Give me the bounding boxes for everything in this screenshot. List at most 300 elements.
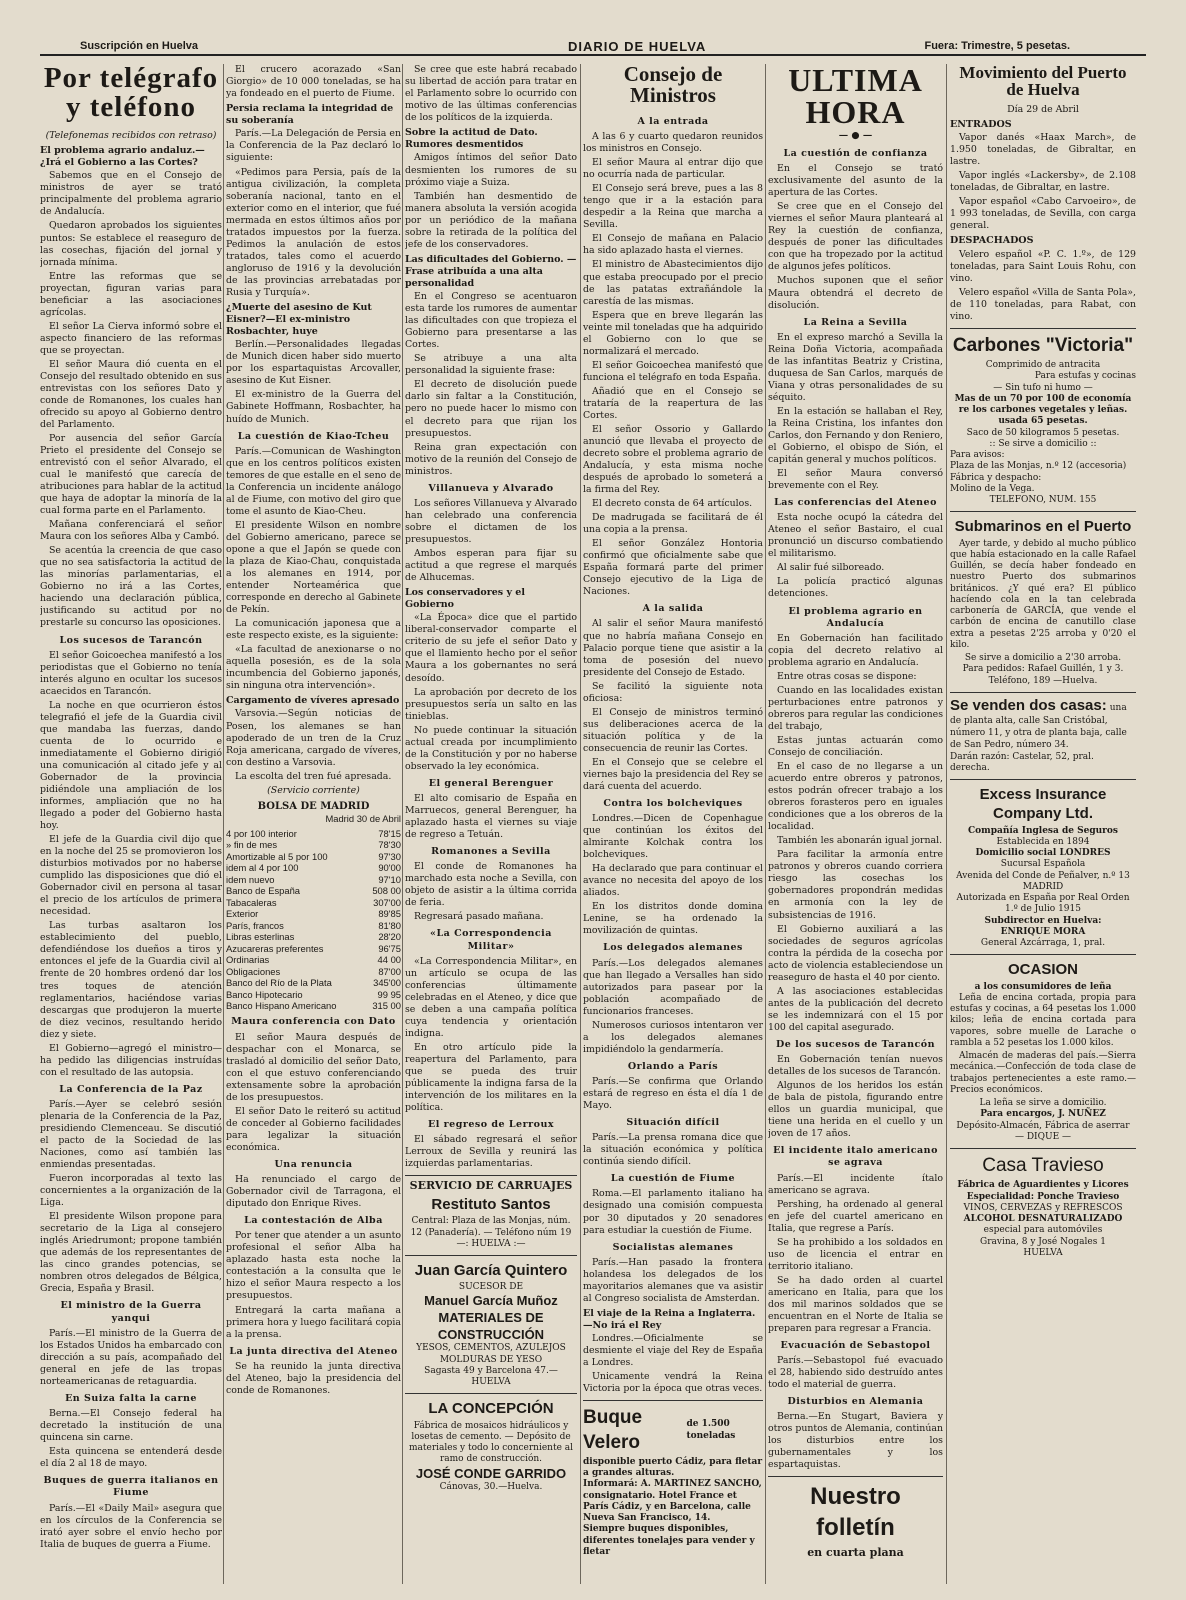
stock-name: Libras esterlinas (226, 931, 295, 943)
paragraph: En el Consejo se trató exclusivamente del asunto de la apertura de las Cortes. (768, 163, 943, 199)
stock-value: 97'30 (378, 850, 401, 862)
paragraph: París.—La Delegación de Persia en la Conferencia de la Paz declaró lo siguiente: (226, 128, 401, 164)
ad-line: JOSÉ CONDE GARRIDO (415, 1465, 567, 1481)
ad-line: Central: Plaza de las Monjas, núm. 12 (Panadería). — Teléfono núm 19 (410, 1216, 572, 1238)
subhead: La cuestión de Fiume (610, 1173, 736, 1185)
paragraph: Velero español «P. C. 1.º», de 129 toneladas, para Saint Louis Rohu, con vino. (950, 248, 1136, 284)
stock-value: 78'30 (378, 839, 401, 851)
paragraph: «Pedimos para Persia, país de la antigua civilización, la completa soberanía nacional, tanto en el exterior como en el interior, que fué mermada en estos últimos años por tratados impuestos por la fuerza. Pedimos la anulación de estos tratados, tales como el acuerdo angloruso de 1916 y la devolución de las provincias arrebatadas por Rusia y Turquía». (226, 166, 401, 298)
ad-line: YESOS, CEMENTOS, AZULEJOS (416, 1343, 566, 1354)
ad-line: Avenida del Conde de Peñalver, n.º 13 (956, 870, 1130, 881)
subhead: Persia reclama la integridad de su soberanía (226, 103, 394, 127)
ad-line: Ayer tarde, y debido al mucho público que había estacionado en la calle Rafael Guillén, se decía haber fondeado en nuestro Puerto dos submarinos británicos. ¿Y qué era? El público hacíendo cola en la tan celebrada carbonería de GARCÍA, que vende el carbón de encina de canutillo clase extra a pesetas 2'25 arroba y 0'20 el kilo. (950, 538, 1136, 650)
ad-line: especial para automóviles (983, 1225, 1103, 1236)
stock-name: Tabacaleras (226, 896, 277, 908)
subhead: La Reina a Sevilla (803, 316, 908, 328)
stock-value: 307'00 (373, 896, 401, 908)
stock-row (226, 920, 401, 931)
paragraph: Cuando en las localidades existan perturbaciones entre patronos y obreros para regular las condiciones del trabajo, (768, 684, 943, 733)
subhead: Buques de guerra italianos en Fiume (43, 1475, 219, 1499)
paragraph: En el caso de no llegarse a un acuerdo entre obreros y patronos, estos podrán ofrecer trabajo a los obreros forasteros pero en iguales condiciones que a los obreros de la localidad. (768, 761, 943, 833)
ad-line: — Sin tufo ni humo — (993, 382, 1093, 393)
subhead: El ministro de la Guerra yanqui (60, 1300, 202, 1324)
stock-table-title: BOLSA DE MADRID (257, 800, 370, 812)
ad-line: Se sirve a domicilio a 2'30 arroba. (964, 653, 1122, 664)
paragraph: El Consejo de mañana en Palacio ha sido aplazado hasta el viernes. (583, 233, 763, 257)
paragraph: París.—Comunican de Washington que en los centros políticos existen temores de que estalle en el seno de la Conferencia un incidente análogo al de Fiume, con motivo del giro que tome el asunto de Kiao-Cheu. (226, 445, 401, 517)
ad-line: Manuel García Muñoz (424, 1293, 558, 1309)
stock-name: Azucareras preferentes (226, 942, 324, 954)
ad-line: — DIQUE — (1014, 1131, 1072, 1142)
ad-line: Fábrica de mosaicos hidráulicos y losetas de cemento. — Depósito de materiales y todo lo concerniente al ramo de construcción. (408, 1420, 574, 1465)
ad-line: Siempre buques disponibles, diferentes tonelajes para vender y fletar (583, 1524, 755, 1557)
headline-consejo: Consejo de Ministros (623, 64, 723, 107)
paragraph: El sábado regresará el señor Lerroux de Sevilla y reunirá las izquierdas parlamentarias. (405, 1134, 577, 1170)
paragraph: El señor González Hontoria confirmó que oficialmente sabe que España formará parte del primer Consejo ejecutivo de la Liga de Naciones. (583, 538, 763, 598)
stock-row (226, 862, 401, 873)
paragraph: En los distritos donde domina Lenine, se ha ordenado la movilización de quintas. (583, 901, 763, 937)
subhead: La Conferencia de la Paz (59, 1083, 203, 1095)
subhead: Villanueva y Alvarado (428, 482, 554, 494)
paragraph: El señor Dato le reiteró su actitud de conceder al Gobierno facilidades para legalizar la situación económica. (226, 1105, 401, 1153)
paragraph: El señor Goicoechea manifestó que funciona el telégrafo en toda España. (583, 359, 763, 383)
paragraph: En el expreso marchó a Sevilla la Reina Doña Victoria, acompañada de las infantitas Beatriz y Cristina, duquesa de San Carlos, marqués de Viana y otras personalidades de su séquito. (768, 331, 943, 403)
subhead: ¿Muerte del asesino de Kut Eisner?—El ex-ministro Rosbachter, huye (226, 301, 372, 338)
ad-la-concepcion (405, 1393, 577, 1493)
paragraph: Entre otras cosas se dispone: (777, 670, 917, 682)
paragraph: Berna.—En Stugart, Baviera y otros puntos de Alemania, continúan los disturbios entre los gubernamentales y los espartaquistas. (768, 1411, 943, 1471)
subhead: «La Correspondencia Militar» (430, 928, 552, 952)
paragraph: La policía practicó algunas detenciones. (768, 576, 943, 600)
ad-line: Compañía Inglesa de Seguros (968, 825, 1118, 836)
column-rule (946, 64, 947, 1584)
stock-value: 87'00 (378, 965, 401, 977)
subhead: Socialistas alemanes (612, 1241, 734, 1253)
paragraph: Los señores Villanueva y Alvarado han celebrado una conferencia sobre el dictamen de los presupuestos. (405, 497, 577, 545)
ad-line: Para encargos, J. NUÑEZ (980, 1109, 1106, 1120)
paragraph: Fueron incorporadas al texto las concernientes a la organización de la Liga. (40, 1173, 222, 1209)
paragraph: El presidente Wilson en nombre del Gobierno americano, parece se opone a que el Japón se quede con la plaza de Kiao-Chau, conquistada a los alemanes en 1914, por entender Norteamérica que corresponde en derecho al Gabinete de Pekín. (226, 519, 401, 616)
headline-ultima-hora: ULTIMA HORA (788, 64, 923, 130)
stock-name: Banco Hipotecario (226, 988, 303, 1000)
paragraph: Por ausencia del señor García Prieto el presidente del Consejo se entrevistó con el señor Alvarado, el cual le manifestó que carecía de atribuciones para hablar de la actitud que haya de adoptar la minoría de la cual forma parte en el Parlamento. (40, 433, 222, 517)
stock-name: Exterior (226, 908, 259, 920)
paragraph: Reina gran expectación con motivo de la reunión del Consejo de ministros. (405, 441, 577, 477)
subhead: De los sucesos de Tarancón (775, 1038, 936, 1050)
subhead: El regreso de Lerroux (427, 1119, 555, 1131)
paragraph: La aprobación por decreto de los presupuestos sería un salto en las tinieblas. (405, 686, 577, 722)
ad-line: Darán razón: Castelar, 52, pral. derecha. (950, 751, 1094, 773)
stock-value: 90'00 (378, 862, 401, 874)
paragraph: El señor Maura después de despachar con el Monarca, se trasladó al domicilio del señor Dato, con el que estuvo conferenciando extensamente sobre la aprobación de los presupuestos. (226, 1031, 401, 1103)
paragraph: También les abonarán igual jornal. (777, 835, 943, 847)
ad-casa-travieso (950, 1148, 1136, 1259)
paragraph: París.—Ayer se celebró sesión plenaria de la Conferencia de la Paz, presidiendo Clemenceau. Se discutió el pacto de la Sociedad de las Naciones, como así también las enmiendas presentadas. (40, 1098, 222, 1171)
stock-value: 78'15 (378, 827, 401, 839)
newspaper-title: DIARIO DE HUELVA (568, 39, 707, 54)
stock-row (226, 828, 401, 839)
stock-value: 315 00 (372, 999, 401, 1011)
paragraph: París.—El incidente ítalo americano se agrava. (768, 1172, 943, 1196)
stock-value: 97'10 (378, 873, 401, 885)
stock-row (226, 908, 401, 919)
stock-row (226, 989, 401, 1000)
subhead: El viaje de la Reina a Inglaterra.—No irá el Rey (583, 1307, 756, 1331)
ad-line: ALCOHOL DESNATURALIZADO (963, 1214, 1123, 1225)
paragraph: Al salir el señor Maura manifestó que no habría mañana Consejo en Palacio porque tiene que asistir a la toma de posesión del nuevo presidente del Consejo de Estado. (583, 618, 763, 678)
subscription-local: Suscripción en Huelva (80, 40, 198, 52)
paragraph: Se ha prohibido a los soldados en uso de licencia el entrar en territorio italiano. (768, 1236, 943, 1272)
subhead: En Suiza falta la carne (65, 1392, 197, 1404)
paragraph: Ha declarado que para continuar el avance no necesita del apoyo de los aliados. (583, 863, 763, 899)
paragraph: Entregará la carta mañana a primera hora y luego facilitará copia a la prensa. (226, 1304, 401, 1340)
ad-name: LA CONCEPCIÓN (428, 1400, 554, 1418)
paragraph: Se cree que en el Consejo del viernes el señor Maura planteará al Rey la cuestión de confianza, después de poner las dificultades con que ha tropezado por la actitud de algunos jefes políticos. (768, 201, 943, 273)
paragraph: El Gobierno—agregó el ministro—ha pedido las diligencias instruídas con el resultado de las autopsia. (40, 1042, 222, 1078)
subhead: Disturbios en Alemania (787, 1396, 924, 1408)
stock-row (226, 931, 401, 942)
paragraph: Berna.—El Consejo federal ha decretado la institución de una quincena sin carne. (40, 1408, 222, 1444)
paragraph: Londres.—Oficialmente se desmiente el viaje del Rey de España a Londres. (583, 1333, 763, 1369)
ad-excess-insurance (950, 779, 1136, 949)
ad-line: Plaza de las Monjas, n.º 12 (accesoria) (950, 461, 1127, 472)
ad-folletin (768, 1476, 943, 1559)
ad-name: Nuestro folletín (810, 1483, 901, 1542)
ad-line: MOLDURAS DE YESO (439, 1354, 543, 1365)
stock-row (226, 1000, 401, 1011)
ad-name: Submarinos en el Puerto (954, 518, 1132, 536)
subhead: A la salida (642, 603, 704, 615)
ad-line: Establecida en 1894 (996, 836, 1090, 847)
paragraph: Se acentúa la creencia de que caso que no sea satisfactoria la actitud de las minorías parlamentarias, el Gobierno no irá a las Cortes, haciendo una declaración pública, justificando su actitud por no prestarle su concurso las oposiciones. (40, 545, 222, 629)
stock-row (226, 977, 401, 988)
ad-line: en cuarta plana (807, 1545, 904, 1559)
subhead: La cuestión de confianza (783, 148, 928, 160)
ad-line: disponible puerto Cádiz, para fletar a grandes alturas. (583, 1456, 763, 1479)
subhead: Cargamento de víveres apresado (226, 695, 400, 707)
ad-name: OCASION (1007, 961, 1078, 979)
subhead: El problema agrario en Andalucía (788, 605, 923, 629)
paragraph: El ministro de Abastecimientos dijo que estaba preocupado por el precio de las patatas extrañándole la carestía de las mismas. (583, 259, 763, 307)
ad-line: SUCESOR DE (458, 1282, 524, 1293)
stock-value: 44 00 (377, 954, 401, 966)
ad-line: General Azcárraga, 1, pral. (980, 938, 1106, 949)
ad-line: La leña se sirve a domicilio. (979, 1098, 1107, 1109)
ad-line: MATERIALES DE CONSTRUCCIÓN (437, 1310, 545, 1342)
subhead: Las dificultades del Gobierno. —Frase atribuída a una alta personalidad (405, 253, 577, 290)
note: (Telefonemas recibidos con retraso) (45, 130, 217, 141)
paragraph: El Consejo será breve, pues a las 8 tengo que ir a la estación para despedir a la Reina que marcha a Sevilla. (583, 183, 763, 231)
paragraph: También han desmentido de manera absoluta la versión acogida por un periódico de la mañana sobre la retirada de la política del jefe de los conservadores. (405, 190, 577, 250)
paragraph: La noche en que ocurrieron éstos telegrafió el jefe de la Guardia civil que mandaba las fuerzas, dando cuenta de lo ocurrido e inmediatamente el Gobierno dirigió una comunicación al citado jefe y al Gobernador de la provincia pidiéndole una ampliación de los informes, ampliación que no ha llegado a poder del Gobierno hasta hoy. (40, 699, 222, 832)
ad-carruajes (405, 1175, 577, 1250)
stock-name: idem nuevo (226, 873, 275, 885)
paragraph: París.—El ministro de la Guerra de los Estados Unidos ha embarcado con dirección a su país, acompañado del general en jefe de las tropas norteamericanas de retaguardia. (40, 1327, 222, 1387)
ad-line: ENRIQUE MORA (1000, 926, 1086, 937)
ad-line: Para avisos: (950, 450, 1005, 461)
subhead: Los sucesos de Tarancón (59, 634, 203, 646)
stock-value: 345'00 (373, 977, 401, 989)
paragraph: Esta noche ocupó la cátedra del Ateneo el señor Bastairo, el cual pronunció un discurso combatiendo el militarismo. (768, 512, 943, 560)
ad-line: MADRID (1022, 881, 1064, 892)
ad-line: Gravina, 8 y José Nogales 1 (980, 1236, 1106, 1247)
headline-telegrafo: Por telégrafo y teléfono (43, 64, 219, 123)
paragraph: Unicamente vendrá la Reina Victoria por la época que otras veces. (583, 1371, 763, 1395)
subscription-outside: Fuera: Trimestre, 5 pesetas. (924, 40, 1070, 52)
subhead: Una renuncia (274, 1158, 353, 1170)
stock-table (226, 828, 401, 1012)
paragraph: Esta quincena se entenderá desde el día 2 al 18 de mayo. (40, 1446, 222, 1470)
paragraph: «La Época» dice que el partido liberal-conservador comparte el criterio de su jefe el señor Dato y que el llamiento hecho por el señor Maura a los gobernantes no será desoído. (405, 612, 577, 684)
subhead: El incidente italo americano se agrava (773, 1145, 938, 1169)
column-rule (402, 64, 403, 1584)
paragraph: París.—Se confirma que Orlando estará de regreso en ésta el día 1 de Mayo. (583, 1075, 763, 1111)
column-rule (223, 64, 224, 1584)
ad-garcia-quintero (405, 1255, 577, 1388)
paragraph: Añadió que en el Consejo se trataría de la reapertura de las Cortes. (583, 385, 763, 421)
paragraph: Pershing, ha ordenado al general en jefe del cuartel americano en Italia, que regrese a París. (768, 1198, 943, 1234)
stock-value: 89'85 (378, 908, 401, 920)
paragraph: En el Congreso se acentuaron esta tarde los rumores de aumentar las dificultades con que tropieza el Gobierno para presentarse a las Cortes. (405, 291, 577, 351)
paragraph: Entre las reformas que se proyectan, figuran varias para beneficiar a las asociaciones agrícolas. (40, 270, 222, 318)
ad-line: Depósito-Almacén, Fábrica de aserrar (956, 1120, 1130, 1131)
subhead: La cuestión de Kiao-Tcheu (237, 430, 390, 442)
ad-carbones-victoria (950, 328, 1136, 507)
column-2 (226, 64, 401, 1594)
paragraph: El Gobierno auxiliará a las sociedades de seguros agrícolas contra la pérdida de la cosecha por acto de violencia estableciendose un reaseguro de hasta el 40 por ciento. (768, 923, 943, 983)
ad-line: Informará: A. MARTINEZ SANCHO, consignatario. Hotel France et París Cádiz, y en Barcelona, calle Nueva San Francisco, 14. (583, 1479, 762, 1524)
stock-value: 96'75 (378, 942, 401, 954)
paragraph: El Consejo de ministros terminó sus deliberaciones acerca de la situación política y de la consecuencia de reunir las Cortes. (583, 706, 763, 754)
paragraph: El señor Maura dió cuenta en el Consejo del resultado obtenido en sus entrevistas con los señores Dato y conde de Romanones, los cuales han ofrecido su apoyo al Gobierno dentro del Parlamento. (40, 358, 222, 430)
column-1 (40, 64, 222, 1594)
paragraph: No puede continuar la situación actual creada por incumplimiento de la Constitución y por no haberse observado la ley económica. (405, 724, 577, 772)
subhead: Sobre la actitud de Dato. Rumores desmentidos (405, 127, 538, 151)
paragraph: «La Correspondencia Militar», en un artículo se ocupa de las conferencias últimamente celebradas en el Ateneo, y dice que se deben a una campaña política cuya tendencia y orientación indigna. (405, 955, 577, 1039)
paragraph: Londres.—Dicen de Copenhague que continúan los éxitos del almirante Kolchak contra los bolcheviques. (583, 813, 763, 861)
subhead: Las conferencias del Ateneo (774, 497, 937, 509)
service-note: (Servicio corriente) (267, 784, 360, 796)
column-rule (580, 64, 581, 1584)
ad-line: Almacén de maderas del país.—Sierra mecánica.—Confección de toda clase de trabajos pertenecientes a este ramo.—Precios económicos. (950, 1051, 1136, 1095)
stock-name: París, francos (226, 919, 284, 931)
ad-name: Buque Velero (583, 1407, 643, 1453)
column-3 (405, 64, 577, 1594)
paragraph: A las asociaciones establecidas antes de la publicación del decreto se les indemnizará con el 15 por 100 del capital asegurado. (768, 985, 943, 1033)
masthead (40, 38, 1146, 56)
ad-line: SERVICIO DE CARRUAJES (409, 1179, 573, 1193)
paragraph: El alto comisario de España en Marruecos, general Berenguer, ha aplazado hasta el viernes su viaje de regreso a Tetuán. (405, 792, 577, 840)
paragraph: El presidente Wilson propone para secretario de la Liga al consejero inglés Ariedrumont; propone también que además de los representantes de las cinco grandes potencias, se nombren otros delegados de Bélgica, Grecia, España y Brasil. (40, 1211, 222, 1295)
ad-line: Sucursal Española (1000, 859, 1086, 870)
ad-line: una de planta alta, calle San Cristóbal, número 11, y otra de planta baja, calle de San Pedro, número 34. (950, 702, 1127, 751)
paragraph: Para facilitar la armonía entre patronos y obreros cuando corriera riesgo las cosechas los gobernadores propondrán medidas en armonía con la ley de subsistencias de 1916. (768, 849, 943, 921)
ad-line: Molino de la Vega. (950, 483, 1035, 494)
ad-line: Fábrica y despacho: (950, 472, 1042, 483)
paragraph: Varsovia.—Según noticias de Posen, los alemanes se han apoderado de un tren de la Cruz Roja americana, cargado de víveres, con destino a Varsovia. (226, 708, 401, 768)
paragraph: Se facilitó la siguiente nota oficiosa: (583, 680, 763, 704)
stock-value: 99 95 (377, 988, 401, 1000)
subhead: El problema agrario andaluz.— ¿Irá el Gobierno a las Cortes? (40, 145, 205, 169)
subhead: Orlando a París (627, 1060, 719, 1072)
subhead: Maura conferencia con Dato (231, 1016, 396, 1028)
subhead: A la entrada (637, 116, 709, 127)
stock-name: Amortizable al 5 por 100 (226, 850, 328, 862)
paragraph: París.—Han pasado la frontera holandesa los delegados de los mayoritarios alemanes que va asistir al Congreso socialista de Amsterdan. (583, 1256, 763, 1304)
paragraph: Se cree que este habrá recabado su libertad de acción para tratar en el Parlamento sobre lo ocurrido con motivo de las últimas conferencias de los políticos de la izquierda. (405, 64, 577, 124)
paragraph: Se atribuye a una alta personalidad la siguiente frase: (405, 353, 577, 377)
paragraph: «La facultad de anexionarse o no aquella posesión, es de la sola incumbencia del Gobierno japonés, sin ninguna otra intervención». (226, 644, 401, 692)
stock-name: Banco de España (226, 885, 301, 897)
ad-line: Subdirector en Huelva: (984, 915, 1102, 926)
paragraph: Ambos esperan para fijar su actitud a que regrese el marqués de Alhucemas. (405, 547, 577, 583)
paragraph: En otro artículo pide la reapertura del Parlamento, para que se pueda des truir públicamente la indigna farsa de la intervención de los militares en la política. (405, 1041, 577, 1114)
paragraph: Vapor español «Cabo Carvoeiro», de 1 993 toneladas, de Sevilla, con carga general. (950, 196, 1136, 232)
subhead: La contestación de Alba (244, 1215, 383, 1227)
ad-line: Fábrica de Aguardientes y Licores (957, 1180, 1129, 1191)
ad-name: Excess Insurance Company Ltd. (979, 786, 1107, 823)
stock-name: Banco Hispano Americano (226, 999, 337, 1011)
stock-row (226, 839, 401, 850)
paragraph: Ha renunciado el cargo de Gobernador civil de Tarragona, el diputado don Enrique Rives. (226, 1174, 401, 1210)
column-rule (765, 64, 766, 1584)
paragraph: El señor La Cierva informó sobre el aspecto financiero de las reformas que se proyectan. (40, 320, 222, 356)
paragraph: Quedaron aprobados los siguientes puntos: Se establece el reaseguro de las cosechas, fijación del jornal y jornada mínima. (40, 220, 222, 268)
paragraph: París.—Los delegados alemanes que han llegado a Versalles han sido autorizados para pasear por la población acompañado de funcionarios franceses. (583, 957, 763, 1017)
stock-name: Obligaciones (226, 965, 281, 977)
ad-line: Para estufas y cocinas (1034, 371, 1136, 382)
paragraph: El señor Maura al entrar dijo que no ocurría nada de particular. (583, 157, 763, 181)
ad-line: de 1.500 toneladas (686, 1419, 736, 1441)
paragraph: En el Consejo que se celebre el viernes bajo la presidencia del Rey se dará cuenta del acuerdo. (583, 756, 763, 792)
stock-row (226, 885, 401, 896)
stock-row (226, 851, 401, 862)
paragraph: París.—Sebastopol fué evacuado el 28, habiendo sido destruído antes todo el material de guerra. (768, 1355, 943, 1391)
paragraph: El jefe de la Guardia civil dijo que en la noche del 25 se promovieron los disturbios motivados por no haberse cumplido las disposiciones que dió el Gobernador civil en persona al tasar el precio de los artículos de primera necesidad. (40, 834, 222, 918)
paragraph: El señor Ossorio y Gallardo anunció que llevaba el proyecto de decreto sobre el problema agrario de Andalucía, y esta misma noche después de aprobado lo someterá a la firma del Rey. (583, 423, 763, 496)
paragraph: Se ha dado orden al cuartel americano en Italia, para que los dos mil marinos soldados que se encuentran en el Norte de Italia se preparen para regresar a Francia. (768, 1274, 943, 1334)
ad-line: VINOS, CERVEZAS y REFRESCOS (963, 1202, 1123, 1213)
subhead: Los conservadores y el Gobierno (405, 587, 525, 611)
ad-line: HUELVA (1023, 1247, 1063, 1258)
ad-line: Comprimido de antracita (985, 360, 1101, 371)
subhead: Contra los bolcheviques (603, 797, 743, 809)
separator: — ● — (838, 130, 873, 141)
paragraph: El conde de Romanones ha marchado esta noche a Sevilla, con objeto de asistir a la última corrida de feria. (405, 861, 577, 909)
ad-line: Sagasta 49 y Barcelona 47.—HUELVA (424, 1365, 558, 1388)
stock-name: idem al 4 por 100 (226, 862, 299, 874)
paragraph: Roma.—El parlamento italiano ha designado una comisión compuesta por 30 diputados y 20 senadores para estudiar la cuestión de Fiume. (583, 1188, 763, 1236)
paragraph: Algunos de los heridos los están de bala de pistola, figurando entre ellos un guardia municipal, que tiene una herida en el cuello y un joven de 17 años. (768, 1080, 943, 1140)
ad-name: Se venden dos casas: (950, 696, 1107, 714)
paragraph: El crucero acorazado «San Giorgio» de 10 000 toneladas, se ha ya fondeado en el puerto de Fiume. (226, 64, 401, 100)
ad-line: Saco de 50 kilogramos 5 pesetas. (966, 427, 1120, 438)
ad-name: Carbones "Victoria" (952, 334, 1134, 356)
paragraph: Por tener que atender a un asunto profesional el señor Alba ha aplazado hasta esta noche la contestación a la consulta que le hizo el señor Maura respecto a los presupuestos. (226, 1230, 401, 1302)
paragraph: La escolta del tren fué apresada. (235, 770, 392, 782)
stock-row (226, 966, 401, 977)
ad-name: Juan García Quintero (414, 1262, 568, 1279)
paragraph: En la estación se hallaban el Rey, la Reina Cristina, los infantes don Carlos, don Fernando y don Reniero, el Gobierno, el obispo de Sión, el capitán general y muchos políticos. (768, 405, 943, 466)
paragraph: Regresará pasado mañana. (414, 911, 544, 923)
subhead: Evacuación de Sebastopol (780, 1339, 931, 1351)
stock-name: Banco del Río de la Plata (226, 977, 332, 989)
subhead: La junta directiva del Ateneo (229, 1345, 398, 1357)
ad-ocasion (950, 954, 1136, 1143)
subhead: Situación difícil (626, 1117, 720, 1129)
ad-line: Domicilio social LONDRES (975, 848, 1111, 859)
stock-name: » fin de mes (226, 839, 278, 851)
paragraph: Se ha reunido la junta directiva del Ateneo, bajo la presidencia del conde de Romanones. (226, 1360, 401, 1396)
paragraph: A las 6 y cuarto quedaron reunidos los ministros en Consejo. (583, 131, 763, 155)
stock-date: Madrid 30 de Abril (325, 813, 401, 825)
subhead: El general Berenguer (428, 777, 554, 789)
paragraph: Amigos íntimos del señor Dato desmienten los rumores de su próximo viaje a Suiza. (405, 152, 577, 188)
ad-name: Casa Travieso (982, 1155, 1104, 1177)
ad-line: —: HUELVA :— (456, 1238, 526, 1249)
paragraph: Vapor inglés «Lackersby», de 2.108 toneladas, de Gibraltar, en lastre. (950, 170, 1136, 194)
paragraph: La comunicación japonesa que a este respecto existe, es la siguiente: (226, 618, 401, 642)
stock-value: 28'20 (378, 931, 401, 943)
paragraph: Vapor danés «Haax March», de 1.950 toneladas, de Gibraltar, en lastre. (950, 132, 1136, 168)
subhead: DESPACHADOS (950, 235, 1034, 247)
paragraph: Espera que en breve llegarán las veinte mil toneladas que ha adquirido el Gobierno con lo que se normalizará el mercado. (583, 309, 763, 357)
column-6 (950, 64, 1136, 1594)
paragraph: El ex-ministro de la Guerra del Gabinete Hoffmann, Rosbachter, ha huído de Munich. (226, 389, 401, 425)
stock-name: Ordinarias (226, 954, 270, 966)
subhead: Los delegados alemanes (603, 942, 743, 954)
stock-value: 81'80 (378, 919, 401, 931)
paragraph: Estas juntas actuarán como Consejo de conciliación. (768, 735, 943, 759)
stock-row (226, 943, 401, 954)
column-4 (583, 64, 763, 1594)
ad-line: TELEFONO, NUM. 155 (989, 495, 1097, 506)
paragraph: Velero español «Villa de Santa Pola», de 110 toneladas, para Rabat, con vino. (950, 286, 1136, 322)
stock-row (226, 874, 401, 885)
ad-line: Especialidad: Ponche Travieso (966, 1191, 1120, 1202)
ad-line: Para pedidos: Rafael Guillén, 1 y 3. Teléfono, 189 —Huelva. (962, 664, 1124, 686)
paragraph: En Gobernación han facilitado copia del decreto relativo al problema agrario en Andalucía. (768, 632, 943, 668)
headline-puerto: Movimiento del Puerto de Huelva (959, 64, 1127, 99)
paragraph: Berlín.—Personalidades llegadas de Munich dicen haber sido muerto por los espartaquistas Arcovaller, asesino de Kut Eisner. (226, 339, 401, 387)
ad-buque-velero (583, 1400, 763, 1558)
ad-name: Restituto Santos (431, 1196, 551, 1214)
date: Día 29 de Abril (1007, 104, 1079, 115)
paragraph: París.—La prensa romana dice que la situación económica y política continúa siendo difícil. (583, 1132, 763, 1168)
column-5 (768, 64, 943, 1594)
ad-casas (950, 692, 1136, 774)
paragraph: París.—El «Daily Mail» asegura que en los círculos de la Conferencia se irató ayer sobre el envío hecho por Italia de buques de guerra a Fiume. (40, 1502, 222, 1550)
stock-row (226, 897, 401, 908)
paragraph: Sabemos que en el Consejo de ministros de ayer se trató principalmente del problema agrario de Andalucía. (40, 170, 222, 218)
ad-line: Autorizada en España por Real Orden 1.º de Julio 1915 (956, 893, 1130, 915)
paragraph: Las turbas asaltaron los establecimiento del pueblo, defendiéndose los dueños a tiros y entonces el jefe de la Guardia civil al frente de 20 hombres ordenó dar los tres toques de atención reglamentarios, haciéndose varias descargas que produjeron la muerte de diez vecinos, resultando herido diez y siete. (40, 920, 222, 1040)
paragraph: El señor Maura conversó brevemente con el Rey. (768, 468, 943, 492)
subhead: Romanones a Sevilla (431, 846, 551, 858)
paragraph: De madrugada se facilitará de él una copia a la prensa. (583, 512, 763, 536)
ad-line: Cánovas, 30.—Huelva. (439, 1482, 543, 1493)
ad-line: Leña de encina cortada, propia para estufas y cocinas, a 64 pesetas los 1.000 kilos; leña de encina cortada para vapores, sobre muelle de Larache o rambla a 52 pesetas los 1.000 kilos. (950, 992, 1136, 1048)
paragraph: Numerosos curiosos intentaron ver a los delegados alemanes impidiéndolo la gendarmería. (583, 1019, 763, 1055)
ad-line: Mas de un 70 por 100 de economía re los carbones vegetales y leñas. usada 65 pesetas. (954, 393, 1132, 427)
paragraph: El decreto consta de 64 artículos. (592, 498, 753, 510)
paragraph: Al salir fué silboreado. (777, 562, 885, 574)
stock-value: 508 00 (372, 885, 401, 897)
stock-row (226, 954, 401, 965)
paragraph: Mañana conferenciará el señor Maura con los señores Alba y Cambó. (40, 519, 222, 543)
stock-name: 4 por 100 interior (226, 827, 297, 839)
paragraph: Muchos suponen que el señor Maura obtendrá el decreto de disolución. (768, 275, 943, 311)
